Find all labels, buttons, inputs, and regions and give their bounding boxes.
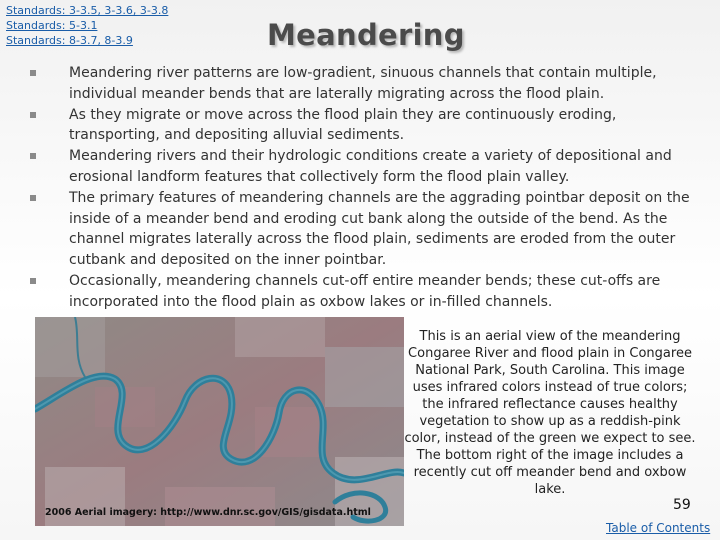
photo-caption: This is an aerial view of the meandering Congaree River and flood plain in Congaree National Park, South Carolina. This image uses infrared colors instead of true colors; the infrared reflectance causes healthy vegetation to show up as a reddish-pink color, instead of the green we expect to see. The bottom right of the image includes a recently cut off meander bend and oxbow lake.: [404, 329, 696, 497]
bullet-item: [30, 146, 690, 188]
standards-link-1[interactable]: Standards: 3-3.5, 3-3.6, 3-3.8: [6, 4, 169, 17]
bullet-item: [30, 188, 690, 271]
square-bullet-icon: [30, 278, 36, 284]
aerial-photo-image: [35, 317, 404, 526]
bullet-text: As they migrate or move across the flood plain they are continuously eroding, transporting, and depositing alluvial sediments.: [69, 106, 617, 144]
square-bullet-icon: [30, 112, 36, 118]
standards-link-2[interactable]: Standards: 5-3.1: [6, 19, 98, 32]
photo-credit: 2006 Aerial imagery: http://www.dnr.sc.gov/GIS/gisdata.html: [45, 507, 371, 518]
slide-title: Meandering: [267, 18, 465, 52]
square-bullet-icon: [30, 195, 36, 201]
bullet-text: Meandering river patterns are low-gradient, sinuous channels that contain multiple, individual meander bends that are laterally migrating across the flood plain.: [69, 65, 657, 102]
page-number: 59: [673, 497, 691, 513]
standards-link-3[interactable]: Standards: 8-3.7, 8-3.9: [6, 34, 133, 47]
square-bullet-icon: [30, 70, 36, 76]
aerial-photo: [35, 317, 404, 526]
standards-list: [6, 3, 168, 48]
bullet-list: [30, 63, 690, 313]
bullet-text: Occasionally, meandering channels cut-off entire meander bends; these cut-offs are incorporated into the flood plain as oxbow lakes or in-filled channels.: [69, 272, 661, 310]
bullet-item: [30, 271, 690, 313]
bullet-item: [30, 63, 690, 105]
bullet-text: Meandering rivers and their hydrologic conditions create a variety of depositional and erosional landform features that collectively form the flood plain valley.: [69, 148, 672, 185]
table-of-contents-link[interactable]: Table of Contents: [606, 521, 711, 535]
bullet-text: The primary features of meandering channels are the aggrading pointbar deposit on the inside of a meander bend and eroding cut bank along the outside of the bend. As the channel migrates laterally across the flood plain, sediments are eroded from the outer cutbank and deposited on the inner pointbar.: [69, 189, 690, 269]
square-bullet-icon: [30, 153, 36, 159]
bullet-item: [30, 105, 690, 147]
